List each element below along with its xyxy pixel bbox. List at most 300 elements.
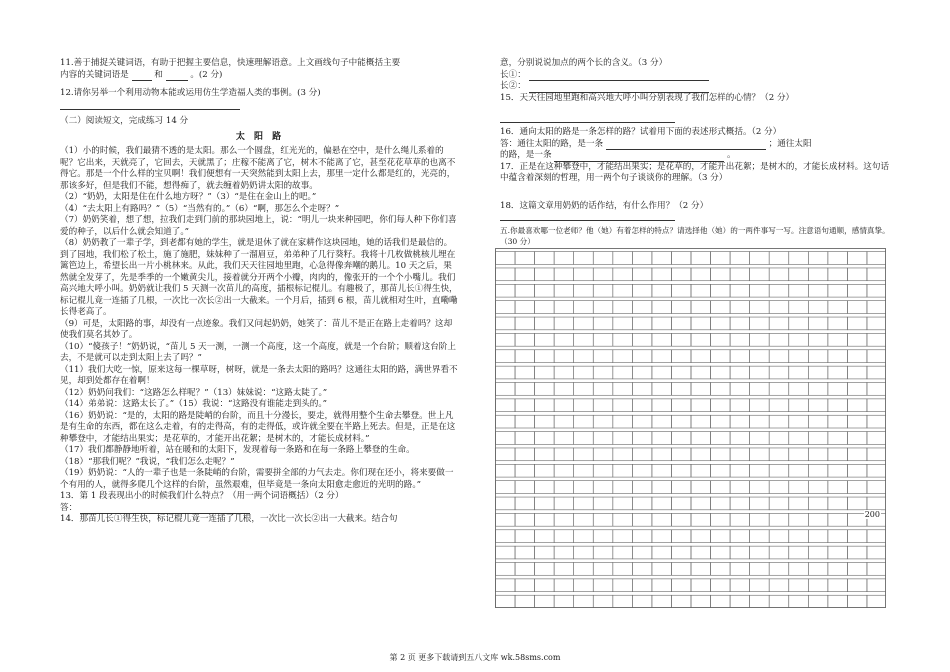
grid-cell: [554, 579, 574, 592]
grid-cell: [711, 415, 731, 428]
grid-cell: [535, 546, 555, 559]
grid-cell: [730, 448, 750, 461]
grid-cell: [867, 399, 886, 412]
grid-cell: [535, 268, 555, 281]
grid-cell: [593, 448, 613, 461]
grid-cell: [711, 252, 731, 265]
grid-cell: [730, 579, 750, 592]
grid-cell: [711, 350, 731, 363]
question-16: 16．通向太阳的路是一条怎样的路？试着用下面的表述形式概括。（2 分） 答：通往太阳的路，是一条 ；通往太阳 的路，是一条 。 17．正是在这种攀登中，才能结出果实；是花草的，才能开出花絮；是树木的，才能长成材料。这句话中蕴含着深刻的哲理，用一两个句子谈谈你的理解。（3 分）: [500, 127, 890, 183]
grid-cell: [828, 284, 848, 297]
grid-cell: [515, 383, 535, 396]
grid-cell: [632, 399, 652, 412]
grid-cell: [750, 595, 770, 608]
grid-cell: [554, 530, 574, 543]
grid-cell: [769, 252, 789, 265]
grid-cell: [730, 284, 750, 297]
grid-cell: [671, 464, 691, 477]
grid-cell: [789, 579, 809, 592]
grid-cell: [593, 252, 613, 265]
grid-cell: [613, 563, 633, 576]
grid-cell: [730, 399, 750, 412]
grid-cell: [574, 268, 594, 281]
q11-blank-2[interactable]: [166, 71, 188, 81]
grid-cell: [808, 317, 828, 330]
grid-cell: [632, 383, 652, 396]
grid-cell: [808, 301, 828, 314]
grid-cell: [671, 563, 691, 576]
grid-cell: [867, 546, 886, 559]
grid-cell: [808, 481, 828, 494]
grid-cell: [808, 366, 828, 379]
grid-cell: [828, 530, 848, 543]
grid-cell: [769, 284, 789, 297]
q13-answer-label: 答：: [60, 502, 78, 513]
grid-cell: [554, 301, 574, 314]
grid-cell: [574, 497, 594, 510]
grid-cell: [671, 595, 691, 608]
grid-cell: [632, 350, 652, 363]
grid-cell: [769, 563, 789, 576]
grid-cell: [828, 399, 848, 412]
grid-cell: [535, 366, 555, 379]
paragraph: （16）奶奶说：“是的，太阳的路是陡峭的台阶，而且十分漫长，要走，就得用整个生命去攀登。世上凡是有生命的东西，都在这么走着，有的走得高，有的走得低，或许就全要在半路上死去。但是，正是在这种攀登中，才能结出果实；是花草的，才能开出花絮；是树木的，才能长成材料。”: [60, 410, 456, 444]
grid-cell: [574, 415, 594, 428]
grid-cell: [652, 301, 672, 314]
grid-cell: [574, 366, 594, 379]
grid-cell: [574, 252, 594, 265]
question-17: 17．正是在这种攀登中，才能结出果实；是花草的，才能开出花絮；是树木的，才能长成材料。这句话中蕴含着深刻的哲理，用一两个句子谈谈你的理解。（3 分）: [500, 161, 890, 183]
grid-cell: [867, 301, 886, 314]
grid-cell: [535, 284, 555, 297]
grid-cell: [769, 399, 789, 412]
grid-cell: [632, 448, 652, 461]
q11-line2: [60, 70, 460, 82]
grid-cell: [593, 415, 613, 428]
grid-cell: [789, 497, 809, 510]
grid-cell: [847, 366, 867, 379]
grid-cell: [769, 350, 789, 363]
grid-cell: [867, 252, 886, 265]
grid-cell: [632, 497, 652, 510]
grid-cell: [632, 432, 652, 445]
grid-cell: [828, 366, 848, 379]
grid-cell: [750, 252, 770, 265]
grid-cell: [750, 268, 770, 281]
grid-cell: [554, 333, 574, 346]
grid-cell: [847, 563, 867, 576]
grid-cell: [593, 464, 613, 477]
grid-cell: [750, 432, 770, 445]
grid-cell: [671, 350, 691, 363]
grid-cell: [593, 284, 613, 297]
grid-cell: [535, 301, 555, 314]
grid-cell: [867, 497, 886, 510]
grid-cell: [750, 301, 770, 314]
grid-cell: [691, 415, 711, 428]
grid-cell: [750, 481, 770, 494]
grid-cell: [730, 252, 750, 265]
grid-cell: [769, 530, 789, 543]
grid-cell: [691, 301, 711, 314]
grid-cell: [515, 432, 535, 445]
grid-cell: [652, 415, 672, 428]
grid-cell: [730, 464, 750, 477]
grid-cell: [652, 268, 672, 281]
grid-cell: [496, 333, 516, 346]
grid-cell: [730, 350, 750, 363]
grid-cell: [808, 579, 828, 592]
grid-cell: [828, 513, 848, 526]
grid-cell: [769, 464, 789, 477]
grid-cell: [750, 497, 770, 510]
grid-cell: [574, 530, 594, 543]
grid-cell: [515, 546, 535, 559]
grid-cell: [593, 399, 613, 412]
question-13: 13．第 1 段表现出小的时候我们什么特点？（用一两个词语概括）（2 分）: [60, 491, 344, 501]
grid-cell: [613, 497, 633, 510]
grid-cell: [750, 399, 770, 412]
grid-cell: [789, 383, 809, 396]
grid-cell: [671, 301, 691, 314]
q12-answer-line[interactable]: [60, 109, 240, 110]
grid-cell: [828, 268, 848, 281]
grid-cell: [711, 481, 731, 494]
grid-cell: [652, 252, 672, 265]
story-body: [60, 146, 460, 526]
grid-cell: [867, 432, 886, 445]
grid-cell: [535, 481, 555, 494]
grid-cell: [808, 333, 828, 346]
paragraph: （9）可是，太阳路的事，却没有一点迹象。我们又问起奶奶，她笑了：苗儿不是正在路上走着吗？这却使我们莫名其妙了。: [60, 318, 453, 340]
grid-cell: [554, 252, 574, 265]
paragraph: （11）我们大吃一惊，原来这每一棵草呀，树呀，就是一条去太阳的路吗？这通往太阳的路，满世界看不见，却到处都存在着啊！: [60, 364, 458, 386]
grid-cell: [808, 268, 828, 281]
grid-cell: [632, 579, 652, 592]
grid-cell: [847, 579, 867, 592]
grid-cell: [515, 595, 535, 608]
grid-cell: [671, 333, 691, 346]
writing-grid[interactable]: [495, 248, 886, 608]
grid-cell: [515, 333, 535, 346]
grid-cell: [789, 481, 809, 494]
grid-cell: [671, 513, 691, 526]
grid-cell: [691, 464, 711, 477]
grid-cell: [554, 448, 574, 461]
grid-cell: [730, 301, 750, 314]
grid-cell: [613, 350, 633, 363]
grid-cell: [613, 252, 633, 265]
grid-cell: [769, 579, 789, 592]
grid-cell: [554, 481, 574, 494]
grid-cell: [632, 481, 652, 494]
grid-cell: [574, 284, 594, 297]
grid-cell: [593, 563, 613, 576]
grid-cell: [847, 350, 867, 363]
grid-cell: [691, 563, 711, 576]
grid-cell: [613, 513, 633, 526]
grid-cell: [711, 399, 731, 412]
grid-cell: [496, 513, 516, 526]
q13-answer-line[interactable]: [80, 504, 250, 514]
grid-cell: [847, 399, 867, 412]
grid-cell: [535, 333, 555, 346]
grid-cell: [691, 579, 711, 592]
grid-cell: [496, 546, 516, 559]
grid-cell: [554, 350, 574, 363]
composition-prompt: 五.你最喜欢哪一位老师？他（她）有着怎样的特点？请选择他（她）的一两件事写一写。注意语句通顺，感情真挚。（30 分）: [500, 226, 890, 246]
grid-cell: [769, 497, 789, 510]
grid-cell: [515, 579, 535, 592]
grid-cell: [671, 530, 691, 543]
grid-cell: [769, 366, 789, 379]
grid-cell: [828, 579, 848, 592]
q15-answer-line[interactable]: [500, 122, 675, 123]
grid-cell: [789, 546, 809, 559]
grid-cell: [554, 595, 574, 608]
grid-cell: [769, 333, 789, 346]
grid-cell: [671, 284, 691, 297]
grid-cell: [808, 513, 828, 526]
grid-cell: [847, 301, 867, 314]
grid-cell: [593, 317, 613, 330]
grid-cell: [671, 399, 691, 412]
grid-cell: [828, 464, 848, 477]
grid-cell: [554, 284, 574, 297]
grid-cell: [730, 366, 750, 379]
grid-cell: [515, 513, 535, 526]
grid-cell: [496, 284, 516, 297]
grid-cell: [711, 546, 731, 559]
paragraph: （4）“去太阳上有路吗？”（5）“当然有的。”（6）“啊，那怎么个走呀？”: [60, 203, 340, 214]
grid-cell: [535, 513, 555, 526]
grid-cell: [828, 333, 848, 346]
grid-cell: [750, 383, 770, 396]
grid-cell: [730, 513, 750, 526]
grid-cell: [535, 415, 555, 428]
grid-cell: [750, 579, 770, 592]
grid-cell: [574, 448, 594, 461]
grid-cell: [769, 383, 789, 396]
paragraph: （17）我们都静静地听着，站在暖和的太阳下，发现着每一条路和在每一条路上攀登的生命。: [60, 445, 415, 455]
grid-cell: [847, 432, 867, 445]
q13-answer: [60, 503, 460, 515]
grid-cell: [847, 448, 867, 461]
grid-cell: [808, 595, 828, 608]
grid-cell: [554, 366, 574, 379]
grid-cell: [691, 333, 711, 346]
grid-cell: [711, 317, 731, 330]
grid-cell: [789, 595, 809, 608]
grid-cell: [652, 530, 672, 543]
grid-cell: [867, 317, 886, 330]
grid-cell: [691, 383, 711, 396]
grid-cell: [515, 563, 535, 576]
grid-cell: [847, 464, 867, 477]
grid-cell: [671, 448, 691, 461]
grid-cell: [730, 595, 750, 608]
grid-cell: [496, 530, 516, 543]
grid-cell: [515, 284, 535, 297]
paragraph: （18）“那我们呢？”我说，“我们怎么走呢？”: [60, 456, 235, 467]
grid-cell: [867, 366, 886, 379]
grid-cell: [789, 301, 809, 314]
grid-cell: [574, 464, 594, 477]
grid-cell: [808, 383, 828, 396]
q11-and: 和: [154, 69, 163, 80]
grid-cell: [711, 579, 731, 592]
grid-cell: [613, 481, 633, 494]
q14-blank-2[interactable]: [529, 83, 709, 93]
q11-blank-1[interactable]: [132, 71, 152, 81]
q16-answer-row1: 答：通往太阳的路，是一条 ；通往太阳: [500, 138, 812, 149]
grid-cell: [789, 350, 809, 363]
grid-cell: [632, 333, 652, 346]
grid-cell: [671, 432, 691, 445]
grid-cell: [515, 464, 535, 477]
paragraph: （7）奶奶笑着，想了想，拉我们走到门前的那块园地上，说：“明儿一块来种园吧，你们每人种下你们喜爱的种子，以后什么就会知道了。”: [60, 215, 457, 237]
grid-cell: [828, 317, 848, 330]
grid-cell: [535, 530, 555, 543]
grid-cell: [750, 333, 770, 346]
grid-cell: [574, 399, 594, 412]
grid-cell: [632, 366, 652, 379]
grid-cell: [593, 366, 613, 379]
grid-cell: [613, 317, 633, 330]
q18-answer-line[interactable]: [500, 220, 675, 221]
grid-cell: [535, 464, 555, 477]
grid-cell: [613, 333, 633, 346]
grid-cell: [750, 317, 770, 330]
grid-cell: [828, 301, 848, 314]
grid-cell: [652, 595, 672, 608]
grid-cell: [554, 415, 574, 428]
grid-cell: [750, 563, 770, 576]
grid-cell: [554, 513, 574, 526]
page-footer: 第 2 页 更多下载请到五八文库 wk.58sms.com: [389, 653, 561, 662]
paragraph: （1）小的时候，我们最猜不透的是太阳。那么一个圆盘，红光光的，偏悬在空中，是什么绳儿系着的呢？它出来，天就亮了，它回去，天就黑了；庄稼不能离了它，树木不能离了它，甚至花花草草的也离不得它。那是一个什么样的宝贝啊！我们便想有一天突然能到太阳上去，那里一定什么都是红的，光亮的，那该多好，但是我们不能，想得痴了，就去缠着奶奶讲太阳的故事。: [60, 146, 456, 191]
grid-cell: [769, 301, 789, 314]
grid-cell: [769, 546, 789, 559]
grid-cell: [750, 350, 770, 363]
grid-cell: [613, 595, 633, 608]
grid-cell: [711, 268, 731, 281]
grid-cell: [808, 432, 828, 445]
grid-cell: [867, 530, 886, 543]
grid-cell: [867, 284, 886, 297]
grid-cell: [847, 252, 867, 265]
q16-blank-1[interactable]: [606, 140, 766, 150]
grid-cell: [554, 268, 574, 281]
grid-cell: [652, 546, 672, 559]
grid-cell: [828, 497, 848, 510]
grid-cell: [789, 317, 809, 330]
grid-cell: [535, 497, 555, 510]
grid-cell: [496, 432, 516, 445]
paragraph: （19）奶奶说：“人的一辈子也是一条陡峭的台阶，需要拼全部的力气去走。你们现在还小，将来要做一个有用的人，就得多爬几个这样的台阶，虽然艰难，但毕竟是一条向太阳愈走愈近的光明的路。”: [60, 468, 454, 490]
grid-cell: [652, 464, 672, 477]
grid-cell: [808, 530, 828, 543]
q11-prefix: 内容的关键词语是: [60, 69, 129, 80]
grid-cell: [828, 415, 848, 428]
grid-cell: [711, 530, 731, 543]
grid-cell: [535, 350, 555, 363]
grid-cell: [847, 383, 867, 396]
section-title: （二）阅读短文，完成练习 14 分: [60, 116, 189, 126]
grid-cell: [515, 301, 535, 314]
grid-cell: [632, 546, 652, 559]
grid-cell: [769, 513, 789, 526]
grid-cell: [671, 252, 691, 265]
grid-cell: [828, 546, 848, 559]
grid-cell: [730, 415, 750, 428]
grid-cell: [750, 530, 770, 543]
grid-cell: [711, 513, 731, 526]
grid-cell: [671, 546, 691, 559]
grid-cell: [496, 252, 516, 265]
grid-cell: [593, 301, 613, 314]
grid-cell: [593, 333, 613, 346]
grid-cell: [554, 399, 574, 412]
grid-cell: [691, 513, 711, 526]
grid-cell: [554, 317, 574, 330]
grid-cell: [691, 497, 711, 510]
grid-cell: [789, 366, 809, 379]
grid-cell: [691, 366, 711, 379]
grid-cell: [535, 383, 555, 396]
grid-cell: [867, 579, 886, 592]
grid-cell: [496, 399, 516, 412]
grid-cell: [730, 383, 750, 396]
grid-cell: [691, 481, 711, 494]
grid-cell: [808, 464, 828, 477]
paragraph: （2）“奶奶，太阳是住在什么地方呀？”（3）“是住在金山上的吧。”: [60, 192, 317, 202]
grid-cell: [652, 579, 672, 592]
grid-cell: [750, 464, 770, 477]
grid-cell: [632, 317, 652, 330]
grid-cell: [613, 415, 633, 428]
grid-cell: [535, 399, 555, 412]
grid-cell: [828, 448, 848, 461]
grid-cell: [789, 252, 809, 265]
grid-cell: [750, 448, 770, 461]
q16-blank-2[interactable]: [554, 152, 724, 162]
grid-cell: [867, 448, 886, 461]
grid-cell: [730, 317, 750, 330]
grid-cell: [671, 383, 691, 396]
grid-cell: [613, 399, 633, 412]
grid-cell: [711, 563, 731, 576]
grid-cell: [652, 350, 672, 363]
grid-cell: [652, 432, 672, 445]
grid-cell: [691, 432, 711, 445]
grid-cell: [496, 464, 516, 477]
grid-cell: [574, 383, 594, 396]
grid-cell: [554, 563, 574, 576]
grid-cell: [554, 497, 574, 510]
grid-cell: [847, 333, 867, 346]
grid-cell: [535, 432, 555, 445]
grid-cell: [632, 301, 652, 314]
grid-cell: [730, 563, 750, 576]
grid-cell: [554, 432, 574, 445]
grid-cell: [632, 563, 652, 576]
grid-cell: [515, 530, 535, 543]
grid-cell: [574, 432, 594, 445]
q14-blank-1[interactable]: [529, 71, 709, 81]
grid-cell: [711, 366, 731, 379]
grid-cell: [769, 317, 789, 330]
